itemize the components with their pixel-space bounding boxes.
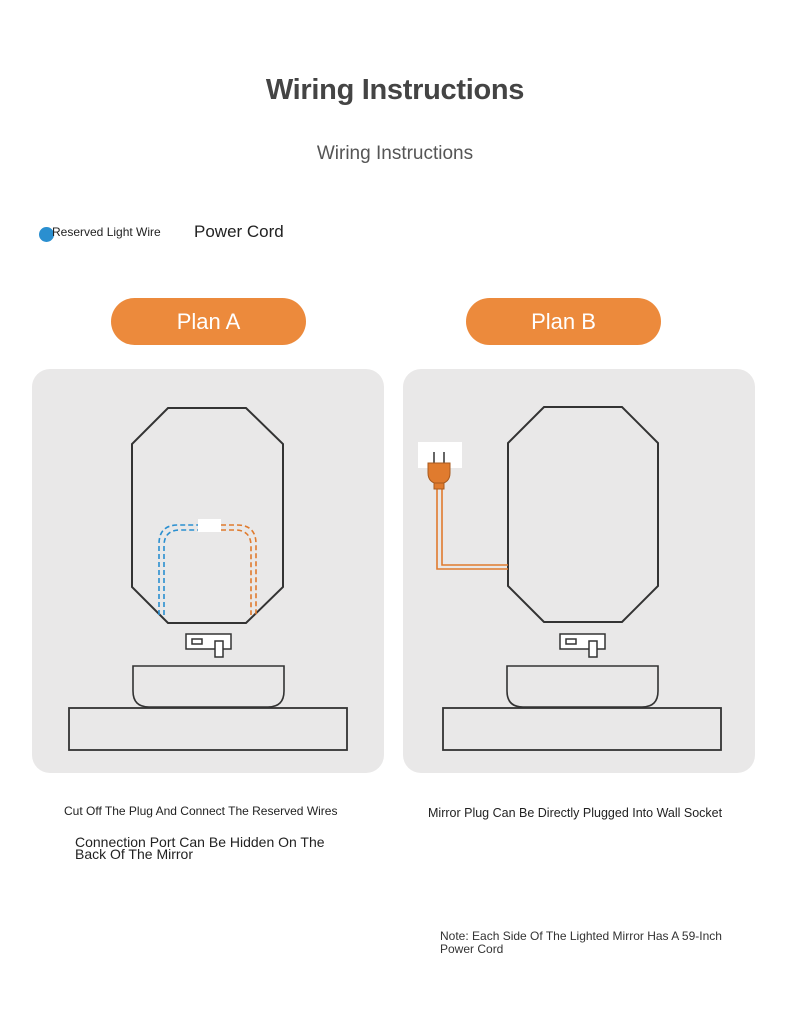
power-cord-note: Note: Each Side Of The Lighted Mirror Has A 59-Inch Power Cord xyxy=(440,929,722,956)
plan-b-caption: Mirror Plug Can Be Directly Plugged Into Wall Socket xyxy=(428,806,723,820)
page-subtitle: Wiring Instructions xyxy=(316,143,474,164)
reserved-wire-legend-label: Reserved Light Wire xyxy=(52,225,161,239)
plan-a-caption: Cut Off The Plug And Connect The Reserved Wires xyxy=(64,804,338,818)
basin xyxy=(133,666,284,707)
wall-socket xyxy=(186,634,231,657)
plan-b-diagram-panel xyxy=(403,369,755,773)
mirror-outline xyxy=(508,407,658,622)
plan-a-diagram xyxy=(32,369,384,773)
basin xyxy=(507,666,658,707)
plan-b-diagram xyxy=(403,369,755,773)
power-cord-wire xyxy=(221,525,256,615)
cabinet xyxy=(69,708,347,750)
plan-b-button: Plan B xyxy=(466,298,661,345)
cabinet xyxy=(443,708,721,750)
plan-a-connection-port-caption: Connection Port Can Be Hidden On The Back Of The Mirror xyxy=(75,834,325,862)
plan-a-button: Plan A xyxy=(111,298,306,345)
wall-socket xyxy=(560,634,605,657)
power-cord-wire xyxy=(437,487,508,569)
plan-a-diagram-panel xyxy=(32,369,384,773)
mirror-outline xyxy=(132,408,283,623)
page-title: Wiring Instructions xyxy=(265,74,525,106)
connector-tab xyxy=(198,519,221,532)
power-cord-legend-label: Power Cord xyxy=(194,222,284,241)
